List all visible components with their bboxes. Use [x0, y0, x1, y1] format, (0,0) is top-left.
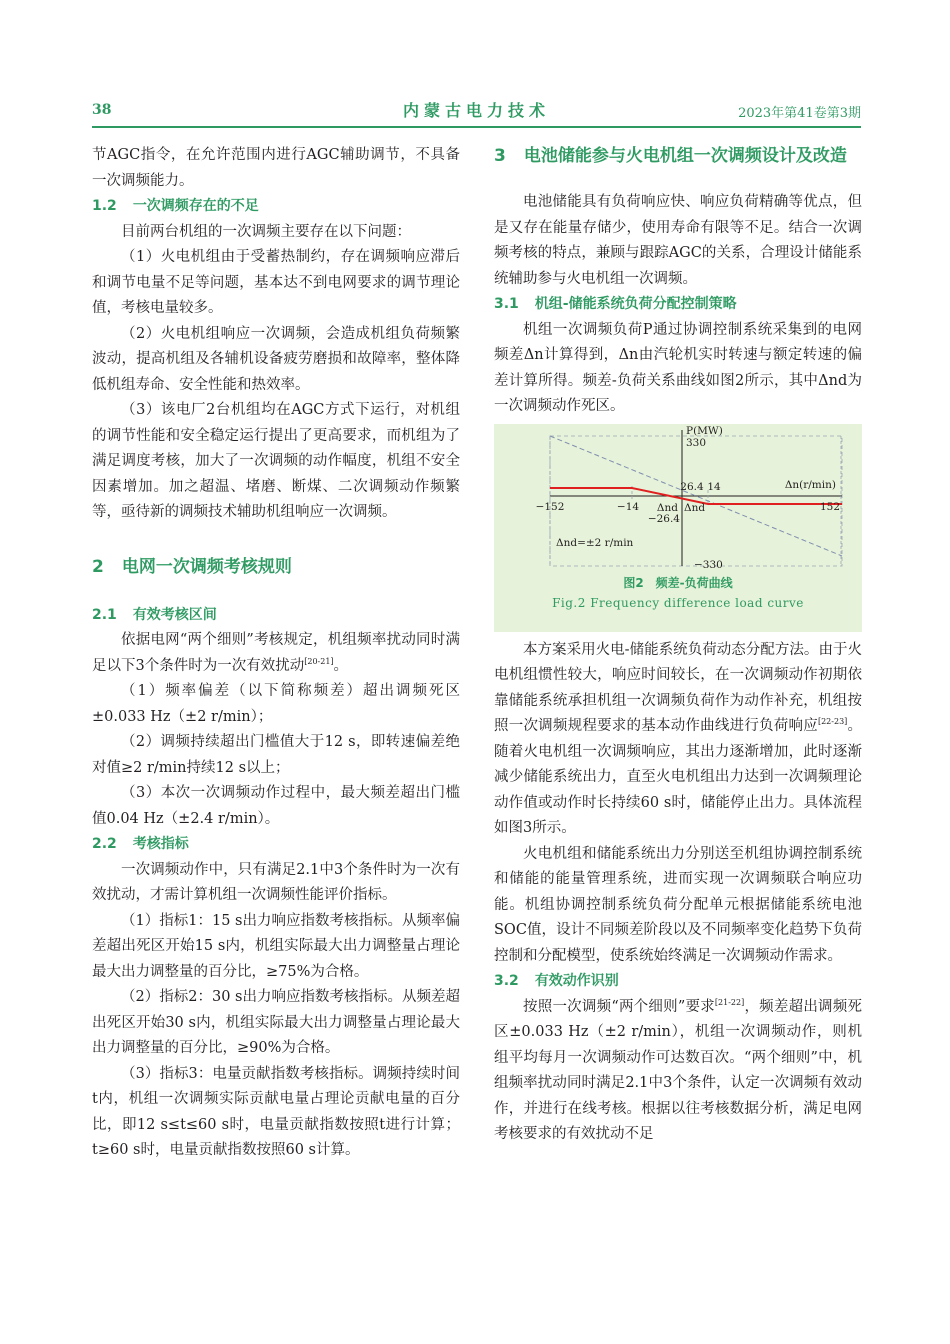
paragraph-end: ，频差超出调频死区±0.033 Hz（±2 r/min），机组一次调频动作，则机组平均每月一次调频动作可达数百次。“两个细则”中，机组频率扰动同时满足2.1中3个条件，认定一次调频有效动作，并进行在线考核。根据以往考核数据分析，满足电网考核要求的有效扰动不足: [494, 998, 863, 1142]
x-axis-label: Δn(r/min): [784, 478, 836, 491]
left-column: [92, 143, 460, 1164]
paragraph: 火电机组和储能系统出力分别送至机组协调控制系统和储能的能量管理系统，进而实现一次调频联合响应功能。机组协调控制系统负荷分配单元根据储能系统电池SOC值，设计不同频差阶段以及不同频率变化趋势下负荷控制和分配模型，使系统始终满足一次调频动作需求。: [494, 845, 862, 964]
list-item: （2）调频持续超出门槛值大于12 s，即转速偏差绝对值≥2 r/min持续12 s以上；: [92, 734, 460, 776]
paragraph: 一次调频动作中，只有满足2.1中3个条件时为一次有效扰动，才需计算机组一次调频性能评价指标。: [92, 861, 460, 903]
section-number: 2: [92, 556, 104, 577]
list-item: （1）指标1：15 s出力响应指数考核指标。从频率偏差超出死区开始15 s内，机组实际最大出力调整量占理论最大出力调整量的百分比，≥75%为合格。: [92, 912, 460, 980]
section-title: 有效动作识别: [534, 973, 619, 989]
section-title: 电网一次调频考核规则: [121, 556, 292, 577]
paragraph-text: 按照一次调频“两个细则”要求: [523, 998, 715, 1015]
section-heading-2-1: [92, 603, 460, 629]
citation: [22-23]: [817, 717, 848, 727]
section-heading-3-2: [494, 969, 862, 995]
section-title: 电池储能参与火电机组一次调频设计及改造: [523, 146, 847, 166]
tick-label-152: 152: [819, 500, 841, 513]
list-item: （3）该电厂2台机组均在AGC方式下运行，对机组的调节性能和安全稳定运行提出了更高要求，而机组为了满足调度考核，加大了一次调频的动作幅度，机组不安全因素增加。加之超温、堵磨、断煤、二次调频动作频繁等，亟待新的调频技术辅助机组响应一次调频。: [92, 402, 460, 520]
dead-zone-label-right: Δnd: [684, 501, 706, 514]
section-heading-3-1: [494, 292, 862, 318]
paragraph-text: 依据电网“两个细则”考核规定，机组频率扰动同时满足以下3个条件时为一次有效扰动: [92, 632, 460, 674]
paragraph-text: 本方案采用火电-储能系统负荷动态分配方法。由于火电机组惯性较大，响应时间较长，在一次调频动作初期依靠储能系统承担机组一次调频负荷作为动作补充，机组按照一次调频规程要求的基本动作曲线进行负荷响应: [494, 641, 862, 734]
list-item: （3）指标3：电量贡献指数考核指标。调频持续时间t内，机组一次调频实际贡献电量占理论贡献电量的百分比，即12 s≤t≤60 s时，电量贡献指数按照t进行计算；t≥60 s时，电量贡献指数按照60 s计算。: [92, 1065, 460, 1158]
section-title: 机组-储能系统负荷分配控制策略: [534, 296, 737, 312]
frequency-load-chart: [494, 424, 862, 574]
tick-label-m330: −330: [694, 558, 723, 571]
tick-label-m152: −152: [535, 500, 565, 513]
paragraph: 机组一次调频负荷P通过协调控制系统采集到的电网频差Δn计算得到，Δn由汽轮机实时转速与额定转速的偏差计算所得。频差-负荷关系曲线如图2所示，其中Δnd为一次调频动作死区。: [494, 321, 862, 414]
list-item: （3）本次一次调频动作过程中，最大频差超出门槛值0.04 Hz（±2.4 r/min）。: [92, 785, 460, 827]
paragraph-end: 。: [333, 657, 349, 674]
paragraph: 目前两台机组的一次调频主要存在以下问题：: [121, 223, 411, 240]
list-item: （2）指标2：30 s出力响应指数考核指标。从频差超出死区开始30 s内，机组实际最大出力调整量占理论最大出力调整量的百分比，≥90%为合格。: [92, 989, 460, 1056]
tick-label-264: 26.4: [680, 480, 704, 493]
citation: [20-21]: [304, 656, 334, 666]
section-number: 2.1: [92, 606, 117, 623]
issue-info: 2023年第41卷第3期: [738, 106, 861, 121]
figure-caption-en: Fig.2 Frequency difference load curve: [552, 595, 804, 610]
section-title: 考核指标: [132, 836, 189, 852]
paragraph: 节AGC指令，在允许范围内进行AGC辅助调节，不具备一次调频能力。: [92, 147, 460, 189]
running-header: [92, 98, 861, 124]
right-column: [494, 143, 862, 1148]
paragraph: [92, 628, 460, 679]
y-axis-label: P(MW): [686, 424, 723, 437]
list-item: （1）频率偏差（以下简称频差）超出调频死区±0.033 Hz（±2 r/min）；: [92, 683, 460, 725]
paragraph-end: 。随着火电机组一次调频响应，其出力逐渐增加，此时逐渐减少储能系统出力，直至火电机组出力达到一次调频理论动作值或动作时长持续60 s时，储能停止出力。具体流程如图3所示。: [494, 718, 863, 836]
dead-zone-label-left: Δnd: [656, 501, 678, 514]
paragraph: [494, 638, 862, 842]
figure-caption-cn: 图2 频差-负荷曲线: [623, 575, 733, 590]
header-rule: [92, 126, 861, 128]
section-heading-2: [92, 554, 460, 581]
tick-label-14: 14: [707, 480, 721, 493]
page-number: 38: [92, 102, 112, 118]
section-heading-3: [494, 143, 862, 170]
section-heading-2-2: [92, 832, 460, 858]
list-item: （2）火电机组响应一次调频，会造成机组负荷频繁波动，提高机组及各辅机设备疲劳磨损和故障率，整体降低机组寿命、安全性能和热效率。: [92, 325, 460, 393]
section-heading-1-2: [92, 194, 460, 220]
paragraph: [494, 995, 862, 1148]
section-number: 1.2: [92, 198, 117, 214]
tick-label-m14: −14: [616, 500, 640, 513]
section-number: 3.1: [494, 296, 519, 312]
journal-title: 内蒙古电力技术: [402, 101, 550, 120]
tick-label-m264: −26.4: [647, 512, 680, 525]
citation: [21-22]: [714, 997, 745, 1007]
dead-zone-note: Δnd=±2 r/min: [556, 536, 634, 549]
section-number: 3: [494, 146, 506, 166]
figure-2: [494, 424, 862, 632]
tick-label-330: 330: [686, 436, 707, 449]
section-number: 3.2: [494, 973, 519, 989]
list-item: （1）火电机组由于受蓄热制约，存在调频响应滞后和调节电量不足等问题，基本达不到电网要求的调节理论值，考核电量较多。: [92, 249, 460, 316]
section-number: 2.2: [92, 836, 117, 852]
paragraph: 电池储能具有负荷响应快、响应负荷精确等优点，但是又存在能量存储少，使用寿命有限等不足。结合一次调频考核的特点，兼顾与跟踪AGC的关系，合理设计储能系统辅助参与火电机组一次调频。: [494, 194, 862, 287]
section-title: 一次调频存在的不足: [132, 198, 259, 214]
section-title: 有效考核区间: [132, 606, 217, 623]
